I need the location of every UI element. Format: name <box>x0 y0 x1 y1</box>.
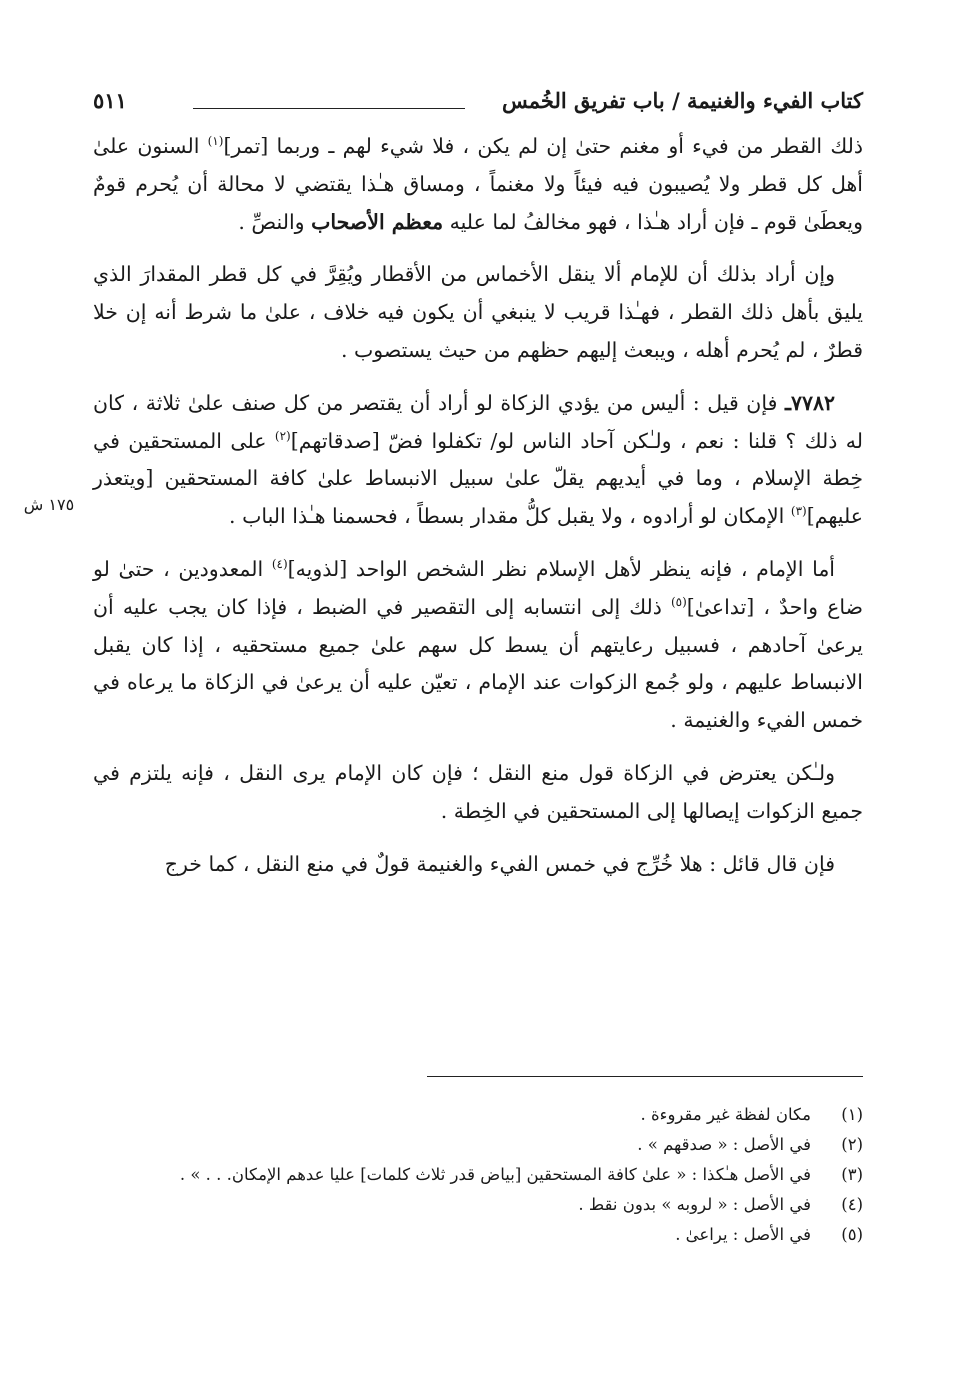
footnote <box>93 1220 863 1250</box>
footnote-text: في الأصل : « صدقهم » . <box>637 1135 811 1154</box>
footnote-text: في الأصل : « لروبه » بدون نقط . <box>578 1195 811 1214</box>
footnote-number: (١) <box>841 1105 863 1124</box>
footnote-number: (٢) <box>841 1135 863 1154</box>
manuscript-folio-note: ١٧٥ ش <box>23 495 75 514</box>
text-run: المعدودين ، حتىٰ لو ضاع واحدٌ ، [تداعىٰ] <box>93 556 863 619</box>
footnote-ref-4[interactable]: (٤) <box>271 557 288 572</box>
footnotes <box>93 1100 863 1250</box>
paragraph-1 <box>93 128 863 241</box>
text-run: أما الإمام ، فإنه ينظر لأهل الإسلام نظر الشخص الواحد [لذويه] <box>287 556 835 581</box>
text-run: والنصِّ . <box>238 209 312 234</box>
paragraph-6 <box>93 846 863 884</box>
bold-text: معظم الأصحاب <box>311 209 444 234</box>
paragraph-number: ٧٧٨٢ـ <box>784 390 835 415</box>
paragraph-2 <box>93 256 863 369</box>
footnote <box>93 1190 863 1220</box>
footnote-separator <box>427 1076 863 1077</box>
text-run: الإمكان لو أرادوه ، ولا يقبل كلُّ مقدار بسطاً ، فحسمنا هـٰذا الباب . <box>229 504 791 529</box>
footnote-text: في الأصل : يراعىٰ . <box>675 1225 811 1244</box>
footnote <box>93 1160 863 1190</box>
main-text <box>93 128 863 898</box>
text-run: على المستحقين في خِطة الإسلام ، وما في أيديهم يقلّ علىٰ سبيل الانبساط علىٰ كافة المستحقين [ويتعذر عليهم] <box>93 428 863 529</box>
paragraph-4 <box>93 551 863 740</box>
page-number: ٥١١ <box>93 88 127 113</box>
footnote-ref-1[interactable]: (١) <box>207 134 224 149</box>
footnote-number: (٥) <box>841 1225 863 1244</box>
text-run: ذلك إلى انتسابه إلى التقصير في الضبط ، فإذا كان يجب عليه أن يرعىٰ آحادهم ، فسبيل رعايتهم أن يسط كل سهم علىٰ جميع مستحقيه ، إذا كان يقبل الانبساط عليهم ، ولو جُمع الزكوات عند الإمام ، تعيّن عليه أن يرعىٰ في الزكاة ما يرعاه في خمس الفيء والغنيمة . <box>93 594 863 733</box>
footnote-ref-2[interactable]: (٢) <box>274 428 291 443</box>
footnote <box>93 1130 863 1160</box>
text-run: ذلك القطر من فيء أو مغنم حتىٰ إن لم يكن ، فلا شيء لهم ـ وربما [تمر] <box>223 134 863 158</box>
text-run: فإن قيل : أليس من يؤدي الزكاة لو أراد أن يقتصر من كل صنف علىٰ ثلاثة ، كان له ذلك ؟ قلنا : نعم ، ولـٰكن آحاد الناس لو/ تكفلوا فضّ [صدقاتهم] <box>93 390 864 453</box>
text-run: وإن أراد بذلك أن للإمام ألا ينقل الأخماس من الأقطار ويُقِرَّ في كل قطر المقدارَ الذي يليق بأهل ذلك القطر ، فهـٰذا قريب لا ينبغي أن يكون فيه خلاف ، علىٰ ما شرط أنه إن خلا قطرٌ ، لم يُحرم أهله ، ويبعث إليهم حظهم من حيث يستصوب . <box>93 262 863 362</box>
footnote <box>93 1100 863 1130</box>
footnote-ref-5[interactable]: (٥) <box>670 594 687 609</box>
paragraph-7782 <box>93 385 863 536</box>
text-run: ولـٰكن يعترض في الزكاة قول منع النقل ؛ فإن كان الإمام يرى النقل ، فإنه يلتزم في جميع الزكوات إيصالها إلى المستحقين في الخِطة . <box>93 760 863 823</box>
footnote-number: (٣) <box>841 1165 863 1184</box>
footnote-number: (٤) <box>841 1195 863 1214</box>
text-run: السنون علىٰ أهل كل قطر ولا يُصيبون فيه فيئاً ولا مغنماً ، ومساق هـٰذا يقتضي لا محالة أن يُحرم قومٌ ويعطَىٰ قوم ـ فإن أراد هـٰذا ، فهو مخالفُ لما عليه <box>93 134 863 234</box>
header-rule <box>193 108 465 109</box>
running-header <box>93 86 863 126</box>
footnote-ref-3[interactable]: (٣) <box>790 504 807 519</box>
footnote-text: في الأصل هـٰكذا : « علىٰ كافة المستحقين [بياض قدر ثلاث كلمات] عليا عدهم الإمكان. . . » . <box>179 1165 811 1184</box>
paragraph-5 <box>93 755 863 831</box>
text-run: فإن قال قائل : هلا خُرِّج في خمس الفيء والغنيمة قولٌ في منع النقل ، كما خرج <box>164 851 835 876</box>
footnote-text: مكان لفظة غير مقروءة . <box>640 1105 811 1124</box>
chapter-title: كتاب الفيء والغنيمة / باب تفريق الخُمس <box>502 88 863 113</box>
